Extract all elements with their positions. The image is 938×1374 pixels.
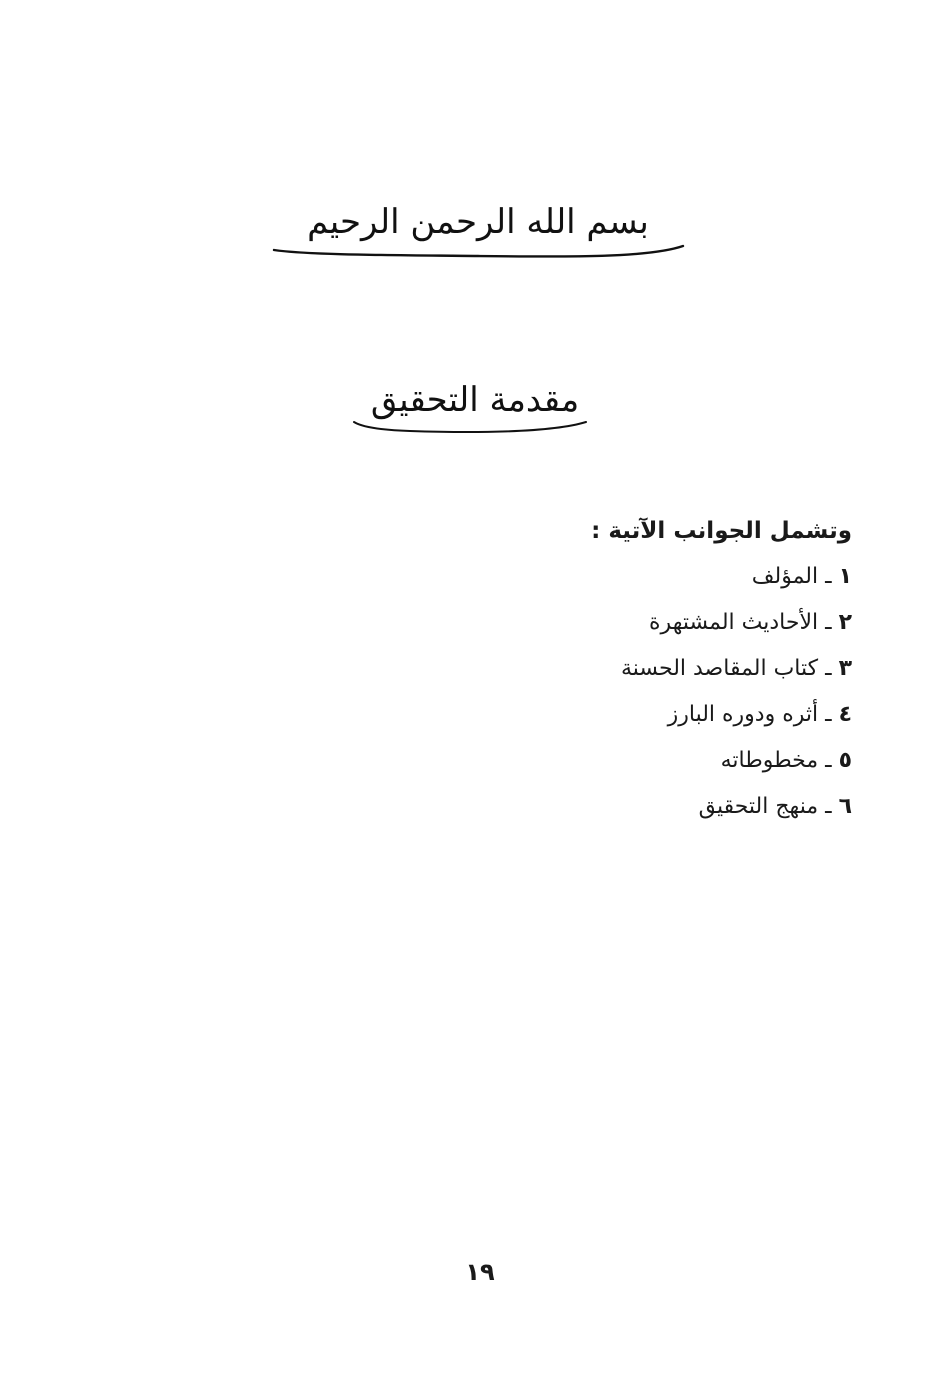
item-number: ١ xyxy=(838,564,852,589)
intro-line: وتشمل الجوانب الآتية : xyxy=(591,518,852,544)
item-separator: ـ xyxy=(818,656,839,681)
basmala-text: بسم الله الرحمن الرحيم xyxy=(307,202,649,242)
item-separator: ـ xyxy=(818,794,839,819)
list-item xyxy=(352,692,852,738)
page-number: ١٩ xyxy=(465,1258,495,1286)
basmala-ornament xyxy=(258,196,698,274)
item-label: المؤلف xyxy=(751,564,819,589)
item-number: ٢ xyxy=(838,610,852,635)
item-label: كتاب المقاصد الحسنة xyxy=(620,656,819,681)
item-number: ٤ xyxy=(838,702,852,727)
heading-swash xyxy=(350,418,590,436)
intro-content xyxy=(352,508,852,830)
item-separator: ـ xyxy=(818,748,839,773)
section-heading xyxy=(330,372,620,442)
topics-list xyxy=(352,554,852,830)
list-item xyxy=(352,738,852,784)
item-separator: ـ xyxy=(818,564,839,589)
item-number: ٥ xyxy=(838,748,852,773)
heading-text: مقدمة التحقيق xyxy=(370,380,580,420)
item-separator: ـ xyxy=(818,702,839,727)
item-label: أثره ودوره البارز xyxy=(667,702,819,727)
item-separator: ـ xyxy=(818,610,839,635)
list-item xyxy=(352,784,852,830)
list-item xyxy=(352,646,852,692)
item-number: ٣ xyxy=(838,656,852,681)
item-label: الأحاديث المشتهرة xyxy=(649,610,819,635)
item-number: ٦ xyxy=(838,794,852,819)
item-label: منهج التحقيق xyxy=(698,794,819,819)
basmala-swash xyxy=(268,242,688,262)
item-label: مخطوطاته xyxy=(720,748,819,773)
list-item xyxy=(352,600,852,646)
list-item xyxy=(352,554,852,600)
